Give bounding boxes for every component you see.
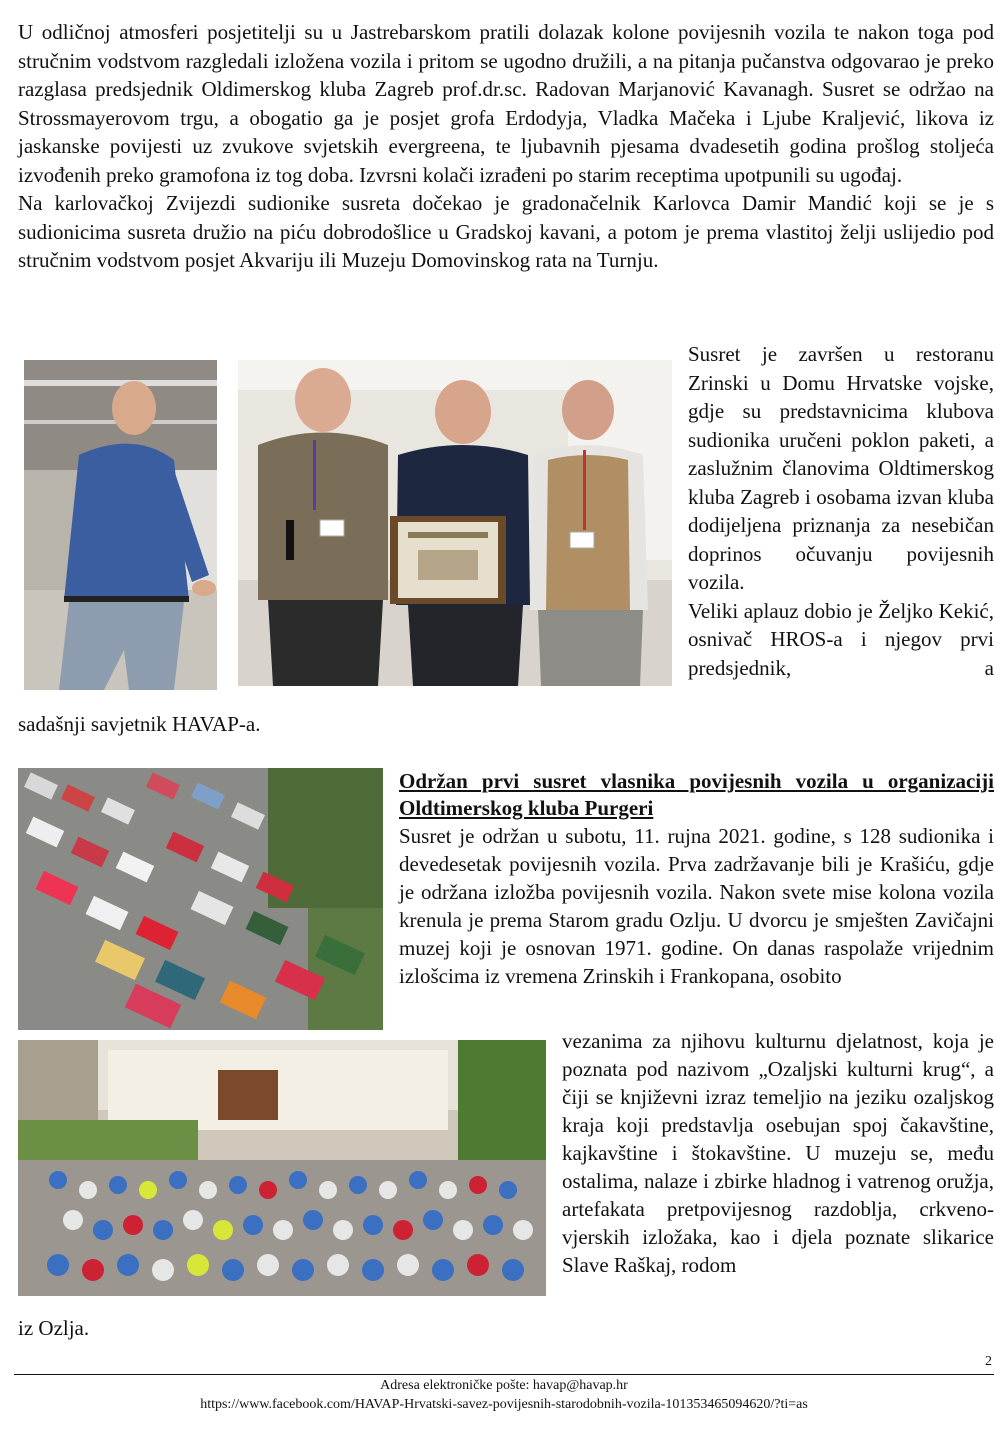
- paragraph-jastrebarsko: U odličnoj atmosferi posjetitelji su u Jastrebarskom pratili dolazak kolone povijesnih vozila te nakon toga pod stručnim vodstvom razgledali izložena vozila i pritom se ugodno družili, a na pitanja pučanstva odgovarao je preko razglasa predsjednik Oldimerskog kluba Zagreb prof.dr.sc. Radovan Marjanović Kavanagh. Susret se održao na Strossmayerovom trgu, a obogatio ga je posjet grofa Erdodyja, Vladka Mačeka i Ljube Kraljević, likova iz jaskanske povijesti uz zvukove svjetskih evergreena, te ljubavnih pjesama dvadesetih godina prošlog stoljeća izvođenih preko gramofona iz tog doba. Izvrsni kolači izrađeni po starim receptima upotpunili su ugođaj.: [18, 20, 994, 187]
- purgeri-end: [18, 1314, 994, 1343]
- article-top: [18, 18, 994, 275]
- footer-url: https://www.facebook.com/HAVAP-Hrvatski-savez-povijesnih-starodobnih-vozila-101353465094620/?ti=as: [200, 1397, 808, 1412]
- paragraph-applause-end: sadašnji savjetnik HAVAP-a.: [18, 712, 261, 736]
- group-photo-at-castle: [18, 1040, 546, 1296]
- purgeri-continuation: [562, 1027, 994, 1279]
- footer-divider: [14, 1374, 994, 1375]
- article-title: Održan prvi susret vlasnika povijesnih vozila u organizaciji Oldtimerskog kluba Purgeri: [399, 769, 994, 820]
- page-number: 2: [985, 1354, 992, 1369]
- paragraph-ozalj-end: iz Ozlja.: [18, 1316, 90, 1340]
- footer-email: Adresa elektroničke pošte: havap@havap.hr: [380, 1378, 628, 1393]
- paragraph-applause: Veliki aplauz dobio je Željko Kekić, osnivač HROS-a i njegov prvi predsjednik, a: [688, 598, 994, 680]
- paragraph-ozalj-museum: vezanima za njihovu kulturnu djelatnost, koja je poznata pod nazivom „Ozaljski kulturni krug“, a čiji se književni izraz temeljio na jeziku ozaljskog kraja koji predstavlja osebujan spoj čakavštine, kajkavštine i štokavštine. U muzeju se, među ostalima, nalaze i zbirke hladnog i vatrenog oružja, artefakata pretpovijesnog razdoblja, crkveno-vjerskih izložaka, kao i djela poznate slikarice Slave Raškaj, rodom: [562, 1029, 994, 1277]
- paragraph-purgeri-intro: Susret je održan u subotu, 11. rujna 2021. godine, s 128 sudionika i devedesetak povijesnih vozila. Prva zadržavanje bili je Krašiću, gdje je održana izložba povijesnih vozila. Nakon svete mise kolona vozila krenula je prema Starom gradu Ozlju. U dvorcu je smješten Zavičajni muzej koji je osnovan 1971. godine. On danas raspolaže vrijednim izlošcima iz vremena Zrinskih i Frankopana, osobito: [399, 824, 994, 988]
- applause-continuation: [18, 710, 994, 739]
- paragraph-restaurant-zrinski: Susret je završen u restoranu Zrinski u Domu Hrvatske vojske, gdje su predstavnicima klubova sudionika uručeni poklon paketi, a zaslužnim članovima Oldtimerskog kluba Zagreb i osobama izvan kluba dodijeljena priznanja za nesebičan doprinos očuvanju povijesnih vozila.: [688, 342, 994, 594]
- parked-vintage-cars-photo: [18, 768, 383, 1030]
- purgeri-article: [399, 768, 994, 990]
- man-walking-photo: [24, 360, 217, 690]
- award-ceremony-photo: [238, 360, 672, 686]
- paragraph-karlovac: Na karlovačkoj Zvijezdi sudionike susreta dočekao je gradonačelnik Karlovca Damir Mandić koji se je s sudionicima susreta družio na piću dobrodošlice u Gradskoj kavani, a potom je prema vlastitoj želji uslijedio pod stručnim vodstvom posjet Akvariju ili Muzeju Domovinskog rata na Turnju.: [18, 191, 994, 272]
- closing-text-column: [688, 340, 994, 682]
